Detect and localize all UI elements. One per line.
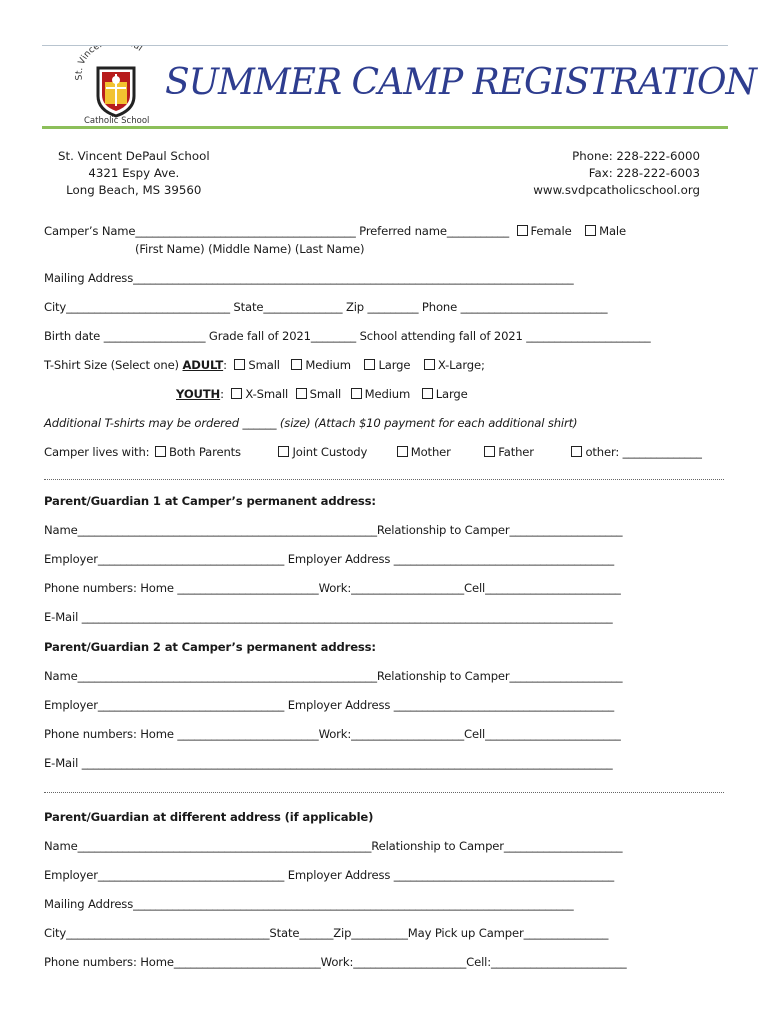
tshirt-adult-row: T-Shirt Size (Select one) ADULT: Small Medium Large X-Large;	[44, 358, 485, 372]
tshirt-label: T-Shirt Size (Select one)	[44, 358, 179, 372]
section-divider	[44, 792, 724, 793]
school-fax: Fax: 228-222-6003	[588, 166, 700, 180]
logo-bottom-text: Catholic School	[84, 116, 150, 126]
camper-name-field[interactable]	[44, 224, 626, 238]
guardian1-name-field[interactable]: Name_____________________________________________________Relationship to Camper____________________	[44, 523, 623, 537]
guardian1-heading: Parent/Guardian 1 at Camper’s permanent address:	[44, 494, 376, 508]
school-street: 4321 Espy Ave.	[88, 166, 180, 180]
school-website[interactable]: www.svdpcatholicschool.org	[533, 183, 700, 197]
guardian2-phone-field[interactable]: Phone numbers: Home _________________________Work:____________________Cell________________________	[44, 727, 621, 741]
youth-small-option[interactable]: Small	[296, 387, 341, 401]
guardian3-phone-field[interactable]: Phone numbers: Home__________________________Work:____________________Cell:________________________	[44, 955, 627, 969]
lives-other-option[interactable]: other: ______________	[571, 445, 701, 459]
guardian3-name-field[interactable]: Name____________________________________________________Relationship to Camper_____________________	[44, 839, 623, 853]
youth-large-option[interactable]: Large	[422, 387, 468, 401]
adult-small-option[interactable]: Small	[234, 358, 279, 372]
guardian2-name-field[interactable]: Name_____________________________________________________Relationship to Camper____________________	[44, 669, 623, 683]
guardian3-employer-field[interactable]: Employer_________________________________ Employer Address _______________________________________	[44, 868, 615, 882]
birth-grade-field[interactable]: Birth date __________________ Grade fall of 2021________ School attending fall of 2021 ______________________	[44, 329, 651, 343]
lives-both-parents-option[interactable]: Both Parents	[155, 445, 241, 459]
green-rule	[42, 126, 728, 129]
female-checkbox[interactable]	[517, 225, 528, 236]
guardian1-phone-field[interactable]: Phone numbers: Home _________________________Work:____________________Cell________________________	[44, 581, 621, 595]
adult-xlarge-option[interactable]: X-Large;	[424, 358, 485, 372]
school-name: St. Vincent DePaul School	[58, 149, 210, 163]
lives-mother-option[interactable]: Mother	[397, 445, 451, 459]
guardian3-mailing-field[interactable]: Mailing Address______________________________________________________________________________	[44, 897, 574, 911]
page-title: SUMMER CAMP REGISTRATION	[165, 62, 757, 103]
school-contact	[533, 148, 700, 199]
youth-label: YOUTH	[176, 387, 221, 401]
additional-tshirts-note[interactable]: Additional T-shirts may be ordered ______ (size) (Attach $10 payment for each additional shirt)	[44, 416, 578, 430]
lives-father-option[interactable]: Father	[484, 445, 534, 459]
camper-name-line: Camper’s Name_______________________________________ Preferred name___________	[44, 224, 509, 238]
adult-medium-option[interactable]: Medium	[291, 358, 350, 372]
lives-with-row	[44, 445, 702, 459]
school-logo	[72, 46, 162, 126]
school-city: Long Beach, MS 39560	[66, 183, 202, 197]
female-option[interactable]: Female	[517, 224, 572, 238]
guardian2-heading: Parent/Guardian 2 at Camper’s permanent address:	[44, 640, 376, 654]
male-checkbox[interactable]	[585, 225, 596, 236]
school-phone: Phone: 228-222-6000	[572, 149, 700, 163]
city-state-zip-field[interactable]: City_____________________________ State______________ Zip _________ Phone __________________________	[44, 300, 608, 314]
guardian1-email-field[interactable]: E-Mail ______________________________________________________________________________________________	[44, 610, 613, 624]
section-divider	[44, 479, 724, 480]
lives-with-label: Camper lives with:	[44, 445, 150, 459]
guardian3-heading: Parent/Guardian at different address (if applicable)	[44, 810, 374, 824]
mailing-address-field[interactable]: Mailing Address______________________________________________________________________________	[44, 271, 574, 285]
guardian1-employer-field[interactable]: Employer_________________________________ Employer Address _______________________________________	[44, 552, 615, 566]
guardian2-employer-field[interactable]: Employer_________________________________ Employer Address _______________________________________	[44, 698, 615, 712]
guardian3-city-field[interactable]: City____________________________________State______Zip__________May Pick up Camper_______________	[44, 926, 609, 940]
logo-arc-text: St. Vince ul	[74, 46, 144, 81]
name-parts-caption: (First Name) (Middle Name) (Last Name)	[135, 242, 365, 256]
school-address	[58, 148, 210, 199]
youth-medium-option[interactable]: Medium	[351, 387, 410, 401]
adult-large-option[interactable]: Large	[364, 358, 410, 372]
male-option[interactable]: Male	[585, 224, 626, 238]
adult-label: ADULT	[182, 358, 224, 372]
youth-xsmall-option[interactable]: X-Small	[231, 387, 288, 401]
tshirt-youth-row: YOUTH: X-Small Small Medium Large	[176, 387, 468, 401]
guardian2-email-field[interactable]: E-Mail ______________________________________________________________________________________________	[44, 756, 613, 770]
lives-joint-custody-option[interactable]: Joint Custody	[278, 445, 367, 459]
